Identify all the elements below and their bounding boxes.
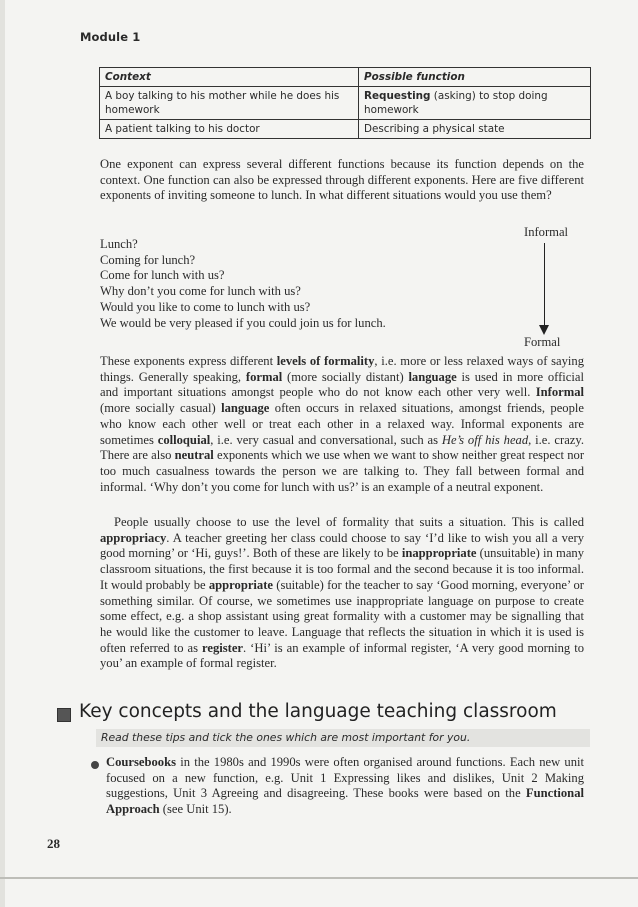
- scale-label-informal: Informal: [524, 225, 569, 239]
- table-cell-function: Requesting (asking) to stop doing homework: [359, 87, 591, 120]
- table-cell-function: Describing a physical state: [359, 120, 591, 139]
- scale-label-formal: Formal: [524, 335, 561, 349]
- section-heading: Key concepts and the language teaching classroom: [79, 701, 557, 722]
- page-edge: [0, 0, 5, 907]
- exponent-item: Would you like to come to lunch with us?: [100, 299, 311, 314]
- appropriacy-paragraph: People usually choose to use the level of formality that suits a situation. This is called appropriacy. A teacher greeting her class could choose to say ‘I’d like to wish you all a very good morning’ or ‘Hi, guys!’. Both of these are likely to be inappropriate (unsuitable) in many classroom situations, the first because it is too formal and the second because it is too informal. It would probably be appropriate (suitable) for the teacher to say ‘Good morning, everyone’ or something similar. Of course, we sometimes use inappropriate language on purpose to create some effect, e.g. a shop assistant using great formality with a customer may be signalling that he would like the customer to leave. Language that reflects the situation in which it is used is often referred to as register. ‘Hi’ is an example of informal register, ‘A very good morning to you’ an example of formal register.: [100, 515, 585, 671]
- table-row: [100, 120, 591, 139]
- exponent-item: Lunch?: [100, 237, 138, 251]
- term-appropriacy: appropriacy: [100, 530, 167, 545]
- term-inappropriate: inappropriate: [401, 546, 477, 561]
- intro-paragraph: One exponent can express several different functions because its function depends on the context. One function can also be expressed through different exponents. Here are five different exponents of inviting someone to lunch. In what different situations would you use them?: [100, 157, 584, 203]
- context-function-table: [99, 67, 591, 139]
- formality-arrow: [544, 243, 545, 327]
- bullet-icon: [91, 761, 99, 769]
- exponent-item: Coming for lunch?: [100, 252, 196, 267]
- term-colloquial: colloquial: [157, 432, 211, 447]
- term-functional-approach: Functional Approach: [106, 786, 584, 817]
- term-informal: Informal: [535, 385, 584, 400]
- exponent-item: We would be very pleased if you could join us for lunch.: [100, 315, 386, 330]
- term-coursebooks: Coursebooks: [106, 755, 176, 769]
- table-cell-context: A boy talking to his mother while he does his homework: [100, 87, 359, 120]
- module-header: Module 1: [80, 30, 141, 44]
- exponent-item: Come for lunch with us?: [100, 268, 225, 283]
- table-header-row: [100, 68, 591, 87]
- term-neutral: neutral: [174, 448, 214, 463]
- table-row: [100, 87, 591, 120]
- exponent-list: [100, 237, 500, 331]
- page-bottom-rule: [0, 877, 638, 879]
- arrow-down-icon: [539, 325, 549, 335]
- exponent-item: Why don’t you come for lunch with us?: [100, 284, 301, 299]
- section-square-icon: [57, 708, 71, 722]
- page-number: 28: [47, 836, 60, 851]
- table-header-context: Context: [100, 68, 359, 87]
- term-register: register: [202, 640, 244, 655]
- term-formal: formal: [245, 369, 283, 384]
- bullet-paragraph: Coursebooks in the 1980s and 1990s were often organised around functions. Each new unit focused on a new function, e.g. Unit 1 Expressing likes and dislikes, Unit 2 Making suggestions, Unit 3 Agreeing and disagreeing. These books were based on the Functional Approach (see Unit 15).: [106, 755, 584, 817]
- instruction-text: Read these tips and tick the ones which are most important for you.: [101, 731, 471, 744]
- table-cell-context: A patient talking to his doctor: [100, 120, 359, 139]
- term-appropriate: appropriate: [208, 577, 273, 592]
- formality-paragraph: These exponents express different levels of formality, i.e. more or less relaxed ways of saying things. Generally speaking, formal (more socially distant) language is used in more official and important situations amongst people who do not know each other very well. Informal (more socially casual) language often occurs in relaxed situations, amongst friends, people who know each other well or treat each other in a relaxed way. Informal exponents are sometimes colloquial, i.e. very casual and conversational, such as He’s off his head, i.e. crazy. There are also neutral exponents which we use when we want to show neither great respect nor too much casualness towards the person we are talking to. They fall between formal and informal. ‘Why don’t you come for lunch with us?’ is an example of a neutral exponent.: [100, 354, 585, 494]
- term-levels-of-formality: levels of formality: [276, 354, 375, 368]
- table-header-function: Possible function: [359, 68, 591, 87]
